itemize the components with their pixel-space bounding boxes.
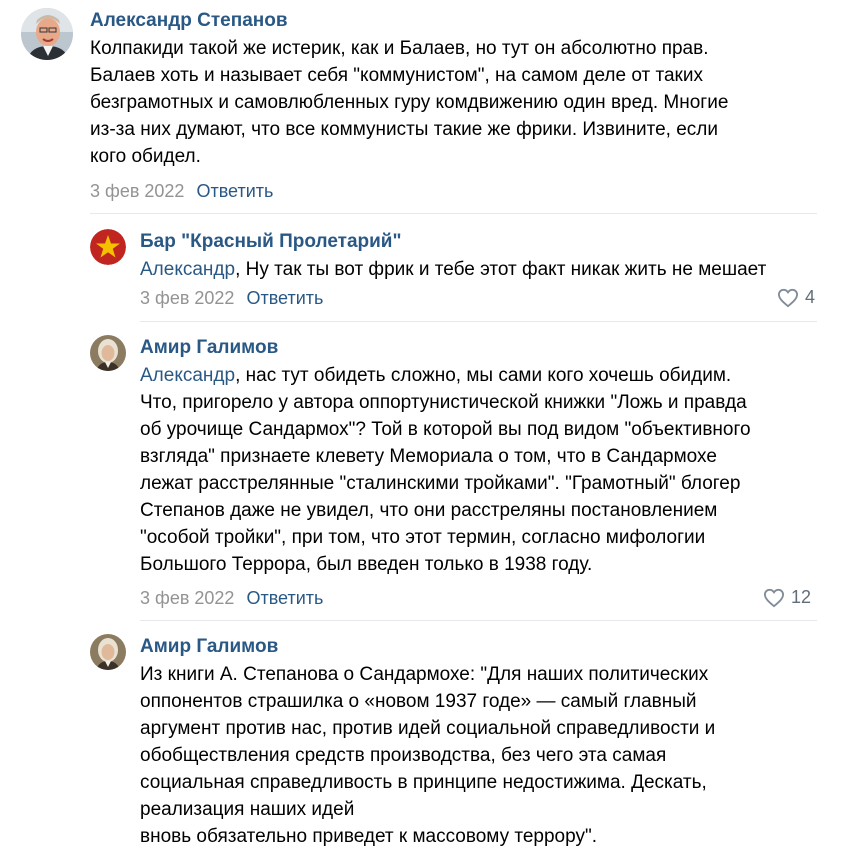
avatar-amir-galimov[interactable] <box>90 634 126 670</box>
comment-text-rest: , нас тут обидеть сложно, мы сами кого хочешь обидим. <box>235 365 732 386</box>
reply-mention-link[interactable]: Александр <box>140 365 236 386</box>
comment-text <box>140 661 715 850</box>
comment-text-line: Балаев хоть и называет себя "коммунистом", на самом деле от таких <box>90 65 703 86</box>
avatar-bar-krasny-proletariy[interactable] <box>90 229 126 265</box>
comment-text-line: лежат расстрелянные "сталинскими тройками". "Грамотный" блогер <box>140 473 741 494</box>
avatar-amir-galimov[interactable] <box>90 335 126 371</box>
comment-text-line: Степанов даже не увидел, что они расстреляны постановлением <box>140 500 718 521</box>
comment-text-line: социальная справедливость в принципе недостижима. Дескать, <box>140 772 707 793</box>
like-button[interactable] <box>763 587 811 608</box>
comment-text-line: безграмотных и самовлюбленных гуру комдвижению один вред. Многие <box>90 92 729 113</box>
comment-text-line: из-за них думают, что все коммунисты такие же фрики. Извините, если <box>90 119 718 140</box>
comment-text-line: оппонентов страшилка о «новом 1937 годе» — самый главный <box>140 691 697 712</box>
comment-text-rest: , Ну так ты вот фрик и тебе этот факт никак жить не мешает <box>235 259 767 280</box>
divider <box>140 321 817 322</box>
like-button[interactable] <box>777 287 815 308</box>
comment-text <box>90 35 728 170</box>
comment-meta <box>90 181 273 202</box>
comment-author[interactable]: Александр Степанов <box>90 10 288 31</box>
comment-text-line: аргумент против нас, против идей социальной справедливости и <box>140 718 716 739</box>
comment-text-line <box>140 362 751 389</box>
comment-date[interactable]: 3 фев 2022 <box>140 588 235 608</box>
like-count: 4 <box>805 287 816 307</box>
comment-text-line: Из книги А. Степанова о Сандармохе: "Для наших политических <box>140 664 709 685</box>
comment-text-line <box>140 256 766 283</box>
divider <box>90 213 817 214</box>
reply-button[interactable]: Ответить <box>246 588 324 608</box>
reply-mention-link[interactable]: Александр <box>140 259 236 280</box>
comment-meta <box>140 288 323 309</box>
divider <box>140 620 817 621</box>
comment-date[interactable]: 3 фев 2022 <box>90 181 185 201</box>
comment-author[interactable]: Амир Галимов <box>140 337 279 358</box>
comment-author[interactable]: Амир Галимов <box>140 636 279 657</box>
comment-text <box>140 256 766 283</box>
comment-text-line: реализация наших идей <box>140 799 355 820</box>
like-count: 12 <box>791 587 812 607</box>
comment-meta <box>140 588 323 609</box>
avatar-aleksandr-stepanov[interactable] <box>21 8 73 60</box>
comment-text-line: обобществления средств производства, без чего эта самая <box>140 745 667 766</box>
comment-text <box>140 362 751 578</box>
heart-icon <box>777 288 799 308</box>
comment-text-line: кого обидел. <box>90 146 201 167</box>
comment-text-line: взгляда" признаете клевету Мемориала о том, что в Сандармохе <box>140 446 717 467</box>
heart-icon <box>763 588 785 608</box>
comment-text-line: Колпакиди такой же истерик, как и Балаев, но тут он абсолютно прав. <box>90 38 709 59</box>
comment-text-line: "особой тройки", при том, что этот термин, согласно мифологии <box>140 527 706 548</box>
comment-text-line: об урочище Сандармох"? Той в которой вы под видом "объективного <box>140 419 751 440</box>
reply-button[interactable]: Ответить <box>196 181 274 201</box>
comment-text-line: Большого Террора, был введен только в 1938 году. <box>140 554 593 575</box>
comment-text-line: вновь обязательно приведет к массовому террору". <box>140 826 597 847</box>
comment-author[interactable]: Бар "Красный Пролетарий" <box>140 231 402 252</box>
reply-button[interactable]: Ответить <box>246 288 324 308</box>
comment-date[interactable]: 3 фев 2022 <box>140 288 235 308</box>
comment-text-line: Что, пригорело у автора оппортунистической книжки "Ложь и правда <box>140 392 747 413</box>
